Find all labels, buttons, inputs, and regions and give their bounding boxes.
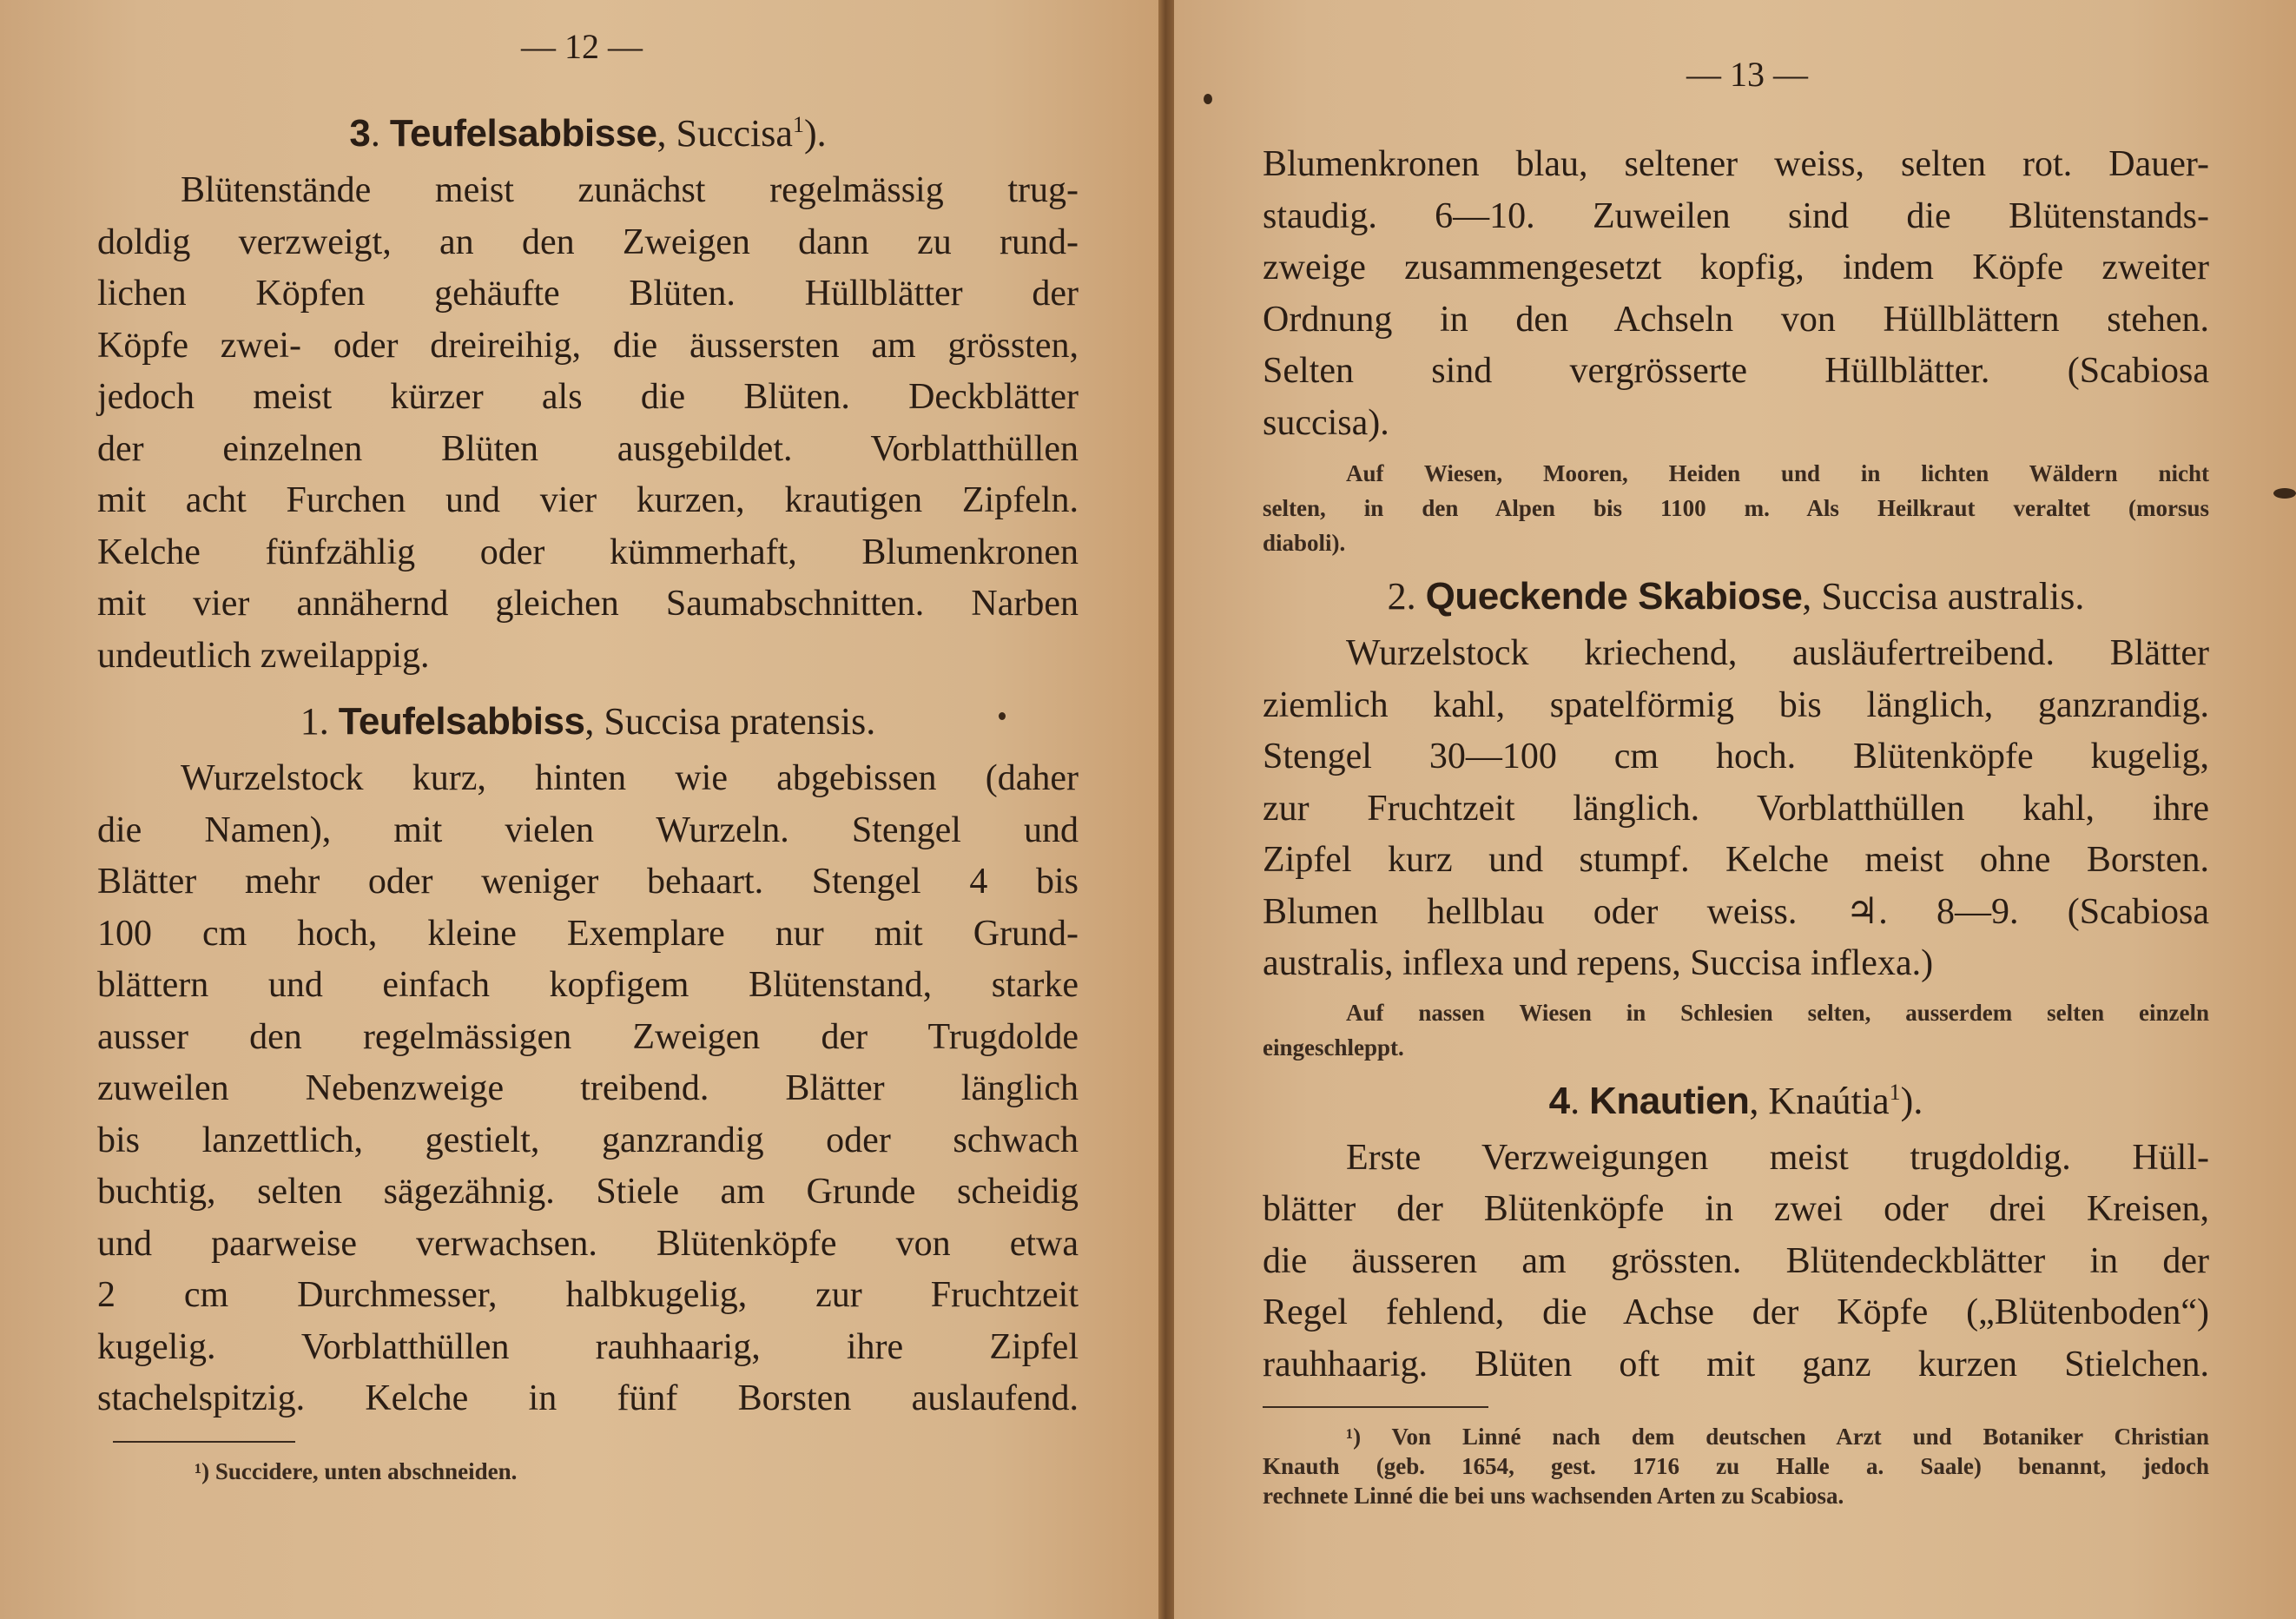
text-line: Blätter mehr oder weniger behaart. Stengel 4 bis xyxy=(97,862,1079,902)
text-line: buchtig, selten sägezähnig. Stiele am Grunde scheidig xyxy=(97,1172,1079,1212)
right-page-body xyxy=(1263,139,2209,1510)
heading-end: ). xyxy=(803,112,827,155)
species-latin-name: , Succisa australis. xyxy=(1802,575,2085,618)
page-number-left: — 12 — xyxy=(521,27,643,66)
continued-description xyxy=(1263,139,2209,449)
text-line: Stengel 30—100 cm hoch. Blütenköpfe kugelig, xyxy=(1263,737,2209,776)
section-heading-knautien: 4. Knautien, Knaútia$^1$). xyxy=(1548,1079,1923,1122)
text-line: zur Fruchtzeit länglich. Vorblatthüllen kahl, ihre xyxy=(1263,788,2209,829)
text-line: blätter der Blütenköpfe in zwei oder drei Kreisen, xyxy=(1263,1189,2209,1229)
text-line: Erste Verzweigungen meist trugdoldig. Hüll- xyxy=(1346,1137,2209,1178)
text-line: Köpfe zwei- oder dreireihig, die äussersten am grössten, xyxy=(97,325,1079,366)
text-line: doldig verzweigt, an den Zweigen dann zu rund- xyxy=(97,221,1079,262)
paper-speck xyxy=(1204,94,1212,104)
section-number: 4 xyxy=(1548,1079,1571,1122)
left-page-body xyxy=(97,102,1079,1486)
species-heading-queckende-skabiose xyxy=(1263,565,2209,628)
footnote-line: ¹) Von Linné nach dem deutschen Arzt und Botaniker Christian xyxy=(1346,1424,2209,1450)
text-line: Ordnung in den Achseln von Hüllblättern stehen. xyxy=(1263,299,2209,340)
species-title: Teufelsabbiss xyxy=(338,700,585,743)
footnote-rule xyxy=(113,1441,295,1443)
footnote-rule xyxy=(1263,1406,1488,1408)
text-line: die Namen), mit vielen Wurzeln. Stengel und xyxy=(97,810,1079,850)
text-line: 100 cm hoch, kleine Exemplare nur mit Grund- xyxy=(97,913,1079,954)
footnote-right xyxy=(1263,1422,2209,1510)
text-line: Regel fehlend, die Achse der Köpfe („Blütenboden“) xyxy=(1263,1292,2209,1332)
text-line: bis lanzettlich, gestielt, ganzrandig oder schwach xyxy=(97,1120,1079,1160)
text-line: zuweilen Nebenzweige treibend. Blätter länglich xyxy=(97,1068,1079,1108)
heading-end: ). xyxy=(1900,1079,1923,1122)
text-line: Wurzelstock kriechend, ausläufertreibend. Blätter xyxy=(1346,633,2209,673)
text-line: australis, inflexa und repens, Succisa inflexa.) xyxy=(1263,943,1934,983)
section-number: 3 xyxy=(349,112,371,155)
text-line: lichen Köpfen gehäufte Blüten. Hüllblätter der xyxy=(97,274,1079,314)
section-heading-teufelsabbisse: 3. Teufelsabbisse, Succisa$^1$). xyxy=(349,112,827,155)
section-latin-name: , Succisa xyxy=(656,112,793,155)
section-title: Teufelsabbisse xyxy=(389,112,657,155)
footnote-marker: 1 xyxy=(792,112,804,137)
species-heading-teufelsabbiss xyxy=(97,691,1079,753)
text-line: ausser den regelmässigen Zweigen der Trugdolde xyxy=(97,1016,1079,1057)
text-line: stachelspitzig. Kelche in fünf Borsten auslaufend. xyxy=(97,1378,1079,1418)
text-line: Wurzelstock kurz, hinten wie abgebissen (daher xyxy=(181,758,1079,798)
text-line: mit vier annähernd gleichen Saumabschnitten. Narben xyxy=(97,584,1079,624)
small-text-line: diaboli). xyxy=(1263,530,1346,556)
paper-speck xyxy=(2273,488,2296,499)
text-line: die äusseren am grössten. Blütendeckblätter in der xyxy=(1263,1240,2209,1281)
text-line: zweige zusammengesetzt kopfig, indem Köpfe zweiter xyxy=(1263,248,2209,287)
species-number: 1. xyxy=(300,700,329,743)
text-line: kugelig. Vorblatthüllen rauhhaarig, ihre Zipfel xyxy=(97,1326,1079,1367)
text-line: jedoch meist kürzer als die Blüten. Deckblätter xyxy=(97,377,1079,417)
species-description xyxy=(97,753,1079,1425)
page-number-right: — 13 — xyxy=(1686,55,1808,94)
text-line: rauhhaarig. Blüten oft mit ganz kurzen Stielchen. xyxy=(1263,1344,2209,1384)
text-line: der einzelnen Blüten ausgebildet. Vorblatthüllen xyxy=(97,428,1079,469)
habitat-note-1 xyxy=(1263,456,2209,560)
text-line: succisa). xyxy=(1263,402,1389,443)
small-text-line: selten, in den Alpen bis 1100 m. Als Heilkraut veraltet (morsus xyxy=(1263,495,2209,521)
book-gutter xyxy=(1158,0,1174,1619)
text-line: Selten sind vergrösserte Hüllblätter. (Scabiosa xyxy=(1263,351,2209,391)
species-title: Queckende Skabiose xyxy=(1425,575,1803,618)
text-line: Zipfel kurz und stumpf. Kelche meist ohne Borsten. xyxy=(1263,840,2209,880)
section4-description xyxy=(1263,1133,2209,1391)
text-line: staudig. 6—10. Zuweilen sind die Blütenstands- xyxy=(1263,195,2209,236)
text-line: Blumenkronen blau, seltener weiss, selten rot. Dauer- xyxy=(1263,144,2209,184)
text-line: undeutlich zweilappig. xyxy=(97,635,430,676)
small-text-line: eingeschleppt. xyxy=(1263,1034,1404,1061)
footnote-marker: 1 xyxy=(1889,1079,1901,1105)
paper-speck xyxy=(999,712,1006,720)
section-title: Knautien xyxy=(1589,1079,1750,1122)
right-page xyxy=(1174,0,2296,1619)
text-line: und paarweise verwachsen. Blütenköpfe von etwa xyxy=(97,1223,1079,1264)
text-line: mit acht Furchen und vier kurzen, krautigen Zipfeln. xyxy=(97,480,1079,520)
small-text-line: Auf Wiesen, Mooren, Heiden und in lichten Wäldern nicht xyxy=(1346,460,2209,486)
footnote-left: ¹) Succidere, unten abschneiden. xyxy=(195,1457,518,1484)
species-latin-name: , Succisa pratensis. xyxy=(584,700,876,743)
text-line: Blütenstände meist zunächst regelmässig trug- xyxy=(181,170,1079,210)
text-line: 2 cm Durchmesser, halbkugelig, zur Fruchtzeit xyxy=(97,1275,1079,1315)
footnote-line: rechnete Linné die bei uns wachsenden Arten zu Scabiosa. xyxy=(1263,1483,1844,1509)
species2-description xyxy=(1263,628,2209,990)
small-text-line: Auf nassen Wiesen in Schlesien selten, ausserdem selten einzeln xyxy=(1346,999,2209,1026)
text-line: Kelche fünfzählig oder kümmerhaft, Blumenkronen xyxy=(97,532,1079,572)
habitat-note-2 xyxy=(1263,995,2209,1065)
section-latin-name: , Knaútia xyxy=(1749,1079,1890,1122)
footnote-line: Knauth (geb. 1654, gest. 1716 zu Halle a. Saale) benannt, jedoch xyxy=(1263,1453,2209,1479)
species-number: 2. xyxy=(1387,575,1416,618)
text-line: Blumen hellblau oder weiss. ♃. 8—9. (Scabiosa xyxy=(1263,891,2209,932)
text-line: blättern und einfach kopfigem Blütenstand, starke xyxy=(97,965,1079,1005)
text-line: ziemlich kahl, spatelförmig bis länglich, ganzrandig. xyxy=(1263,684,2209,725)
section-description xyxy=(97,165,1079,682)
